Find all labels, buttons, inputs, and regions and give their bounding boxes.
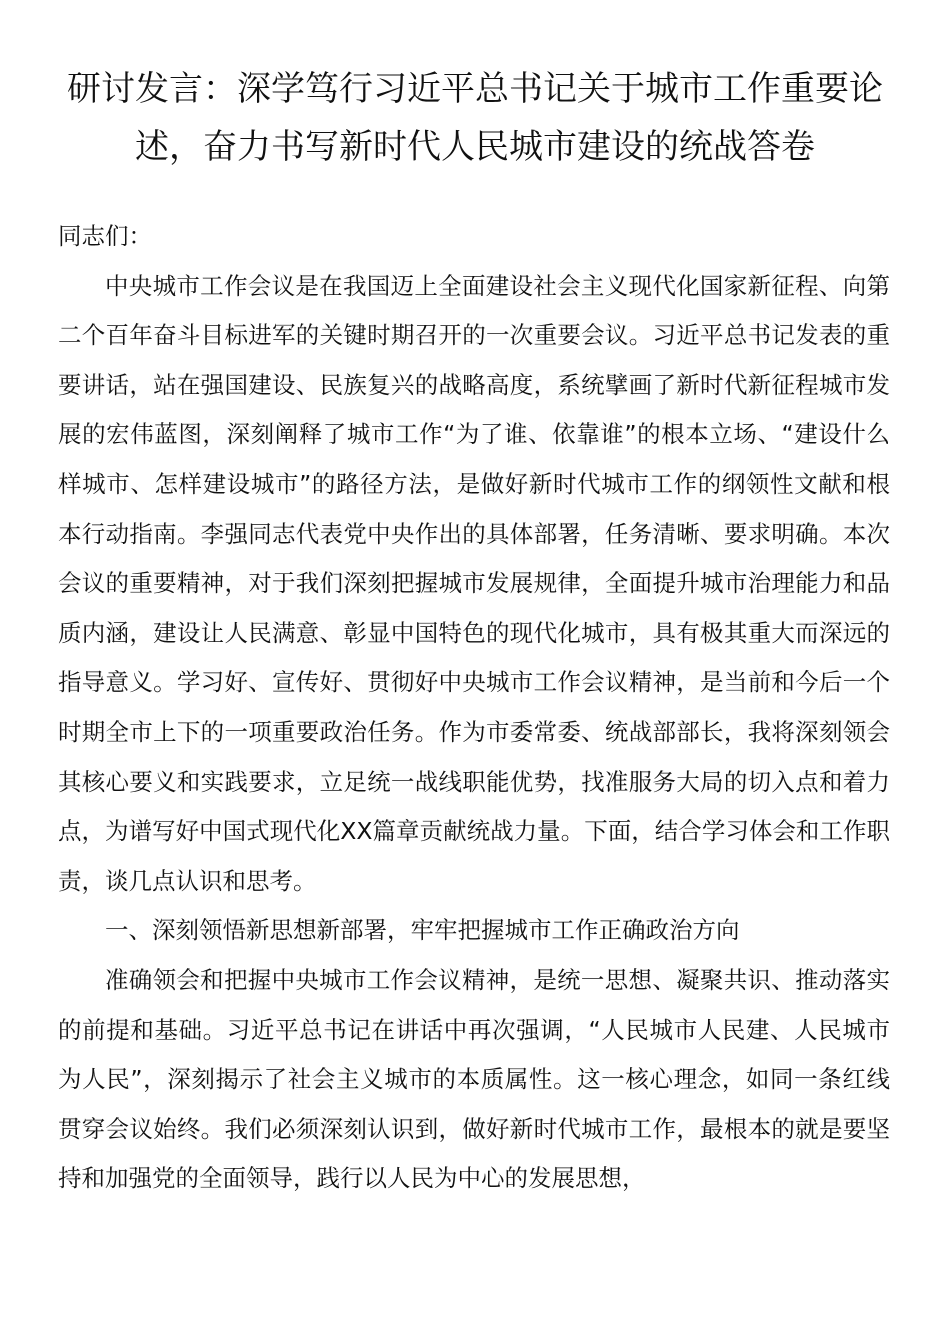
document-body [58,212,890,1204]
salutation: 同志们： [58,222,152,250]
body-paragraph: 中央城市工作会议是在我国迈上全面建设社会主义现代化国家新征程、向第二个百年奋斗目标进军的关键时期召开的一次重要会议。习近平总书记发表的重要讲话，站在强国建设、民族复兴的战略高度，系统擘画了新时代新征程城市发展的宏伟蓝图，深刻阐释了城市工作“为了谁、依靠谁”的根本立场、“建设什么样城市、怎样建设城市”的路径方法，是做好新时代城市工作的纲领性文献和根本行动指南。李强同志代表党中央作出的具体部署，任务清晰、要求明确。本次会议的重要精神，对于我们深刻把握城市发展规律，全面提升城市治理能力和品质内涵，建设让人民满意、彰显中国特色的现代化城市，具有极其重大而深远的指导意义。学习好、宣传好、贯彻好中央城市工作会议精神，是当前和今后一个时期全市上下的一项重要政治任务。作为市委常委、统战部部长，我将深刻领会其核心要义和实践要求，立足统一战线职能优势，找准服务大局的切入点和着力点，为谱写好中国式现代化XX篇章贡献统战力量。下面，结合学习体会和工作职责，谈几点认识和思考。 [58,271,890,895]
document-title: 研讨发言：深学笃行习近平总书记关于城市工作重要论述，奋力书写新时代人民城市建设的统战答卷 [67,69,883,167]
section-heading: 一、深刻领悟新思想新部署，牢牢把握城市工作正确政治方向 [105,916,740,945]
body-paragraph: 准确领会和把握中央城市工作会议精神，是统一思想、凝聚共识、推动落实的前提和基础。习近平总书记在讲话中再次强调，“人民城市人民建、人民城市为人民”，深刻揭示了社会主义城市的本质属性。这一核心理念，如同一条红线贯穿会议始终。我们必须深刻认识到，做好新时代城市工作，最根本的就是要坚持和加强党的全面领导，践行以人民为中心的发展思想， [58,965,890,1193]
